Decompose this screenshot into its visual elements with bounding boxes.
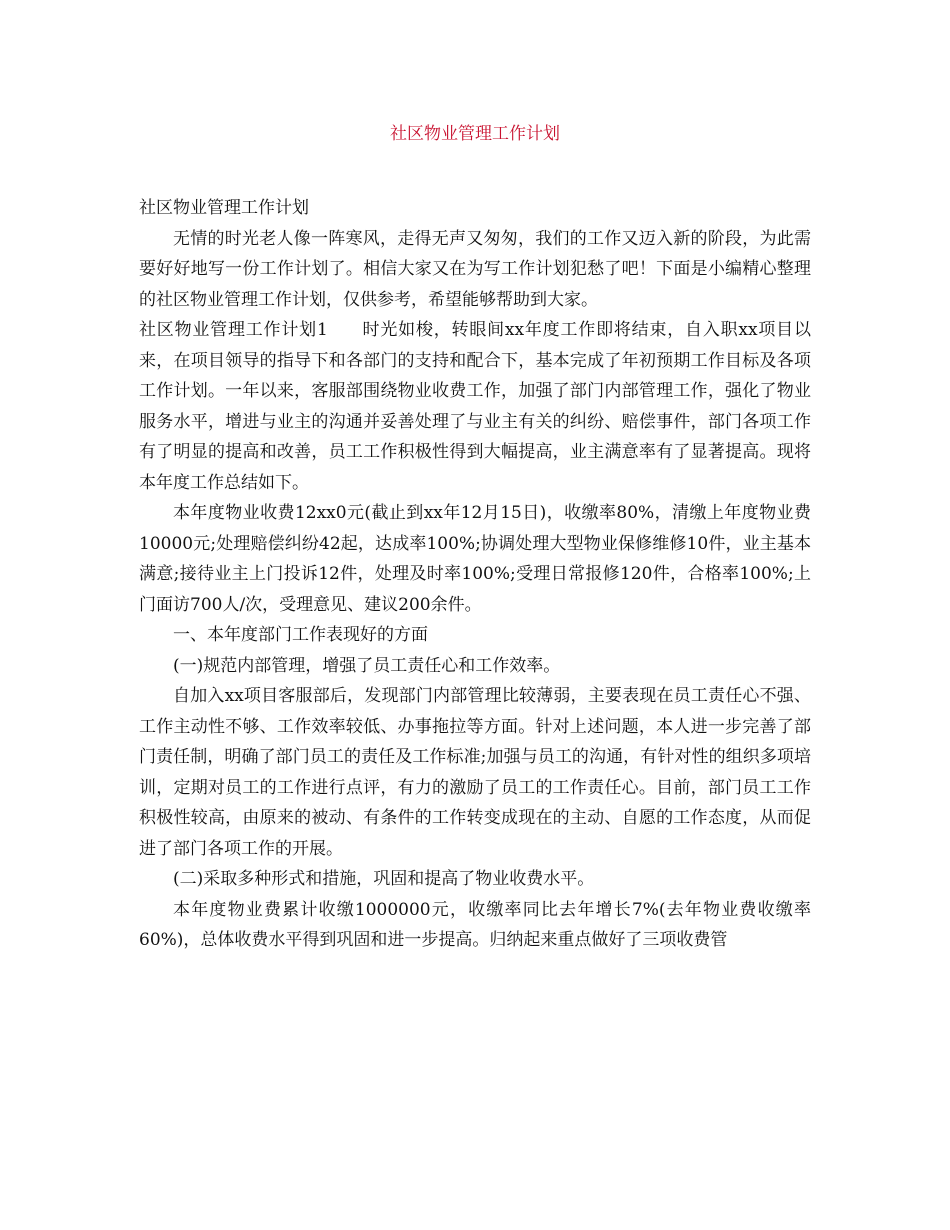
subsection-2-paragraph: 本年度物业费累计收缴1000000元，收缴率同比去年增长7%(去年物业费收缴率60%)，总体收费水平得到巩固和进一步提高。归纳起来重点做好了三项收费管: [139, 899, 811, 950]
section-1-heading: 一、本年度部门工作表现好的方面: [173, 625, 428, 645]
subsection-2-heading: (二)采取多种形式和措施，巩固和提高了物业收费水平。: [173, 869, 595, 889]
document-title: 社区物业管理工作计划: [390, 124, 560, 144]
document-body: [139, 193, 811, 956]
document-subtitle: 社区物业管理工作计划: [139, 198, 309, 218]
subsection-1-heading: (一)规范内部管理，增强了员工责任心和工作效率。: [173, 655, 561, 676]
plan-1-paragraph: [139, 315, 811, 498]
plan-1-label: 社区物业管理工作计划1: [139, 320, 328, 340]
stats-paragraph: 本年度物业收费12xx0元(截止到xx年12月15日)，收缴率80%，清缴上年度物业费10000元;处理赔偿纠纷42起，达成率100%;协调处理大型物业保修维修10件，业主基本满意;接待业主上门投诉12件，处理及时率100%;受理日常报修120件，合格率100%;上门面访700人/次，受理意见、建议200余件。: [139, 503, 811, 615]
intro-paragraph: 无情的时光老人像一阵寒风，走得无声又匆匆，我们的工作又迈入新的阶段，为此需要好好地写一份工作计划了。相信大家又在为写工作计划犯愁了吧！下面是小编精心整理的社区物业管理工作计划，仅供参考，希望能够帮助到大家。: [139, 228, 811, 310]
subsection-1-paragraph: 自加入xx项目客服部后，发现部门内部管理比较薄弱，主要表现在员工责任心不强、工作主动性不够、工作效率较低、办事拖拉等方面。针对上述问题，本人进一步完善了部门责任制，明确了部门员工的责任及工作标准;加强与员工的沟通，有针对性的组织多项培训，定期对员工的工作进行点评，有力的激励了员工的工作责任心。目前，部门员工工作积极性较高，由原来的被动、有条件的工作转变成现在的主动、自愿的工作态度，从而促进了部门各项工作的开展。: [139, 686, 811, 859]
plan-1-text: 时光如梭，转眼间xx年度工作即将结束，自入职xx项目以来，在项目领导的指导下和各部门的支持和配合下，基本完成了年初预期工作目标及各项工作计划。一年以来，客服部围绕物业收费工作，加强了部门内部管理工作，强化了物业服务水平，增进与业主的沟通并妥善处理了与业主有关的纠纷、赔偿事件，部门各项工作有了明显的提高和改善，员工工作积极性得到大幅提高，业主满意率有了显著提高。现将本年度工作总结如下。: [139, 320, 811, 493]
